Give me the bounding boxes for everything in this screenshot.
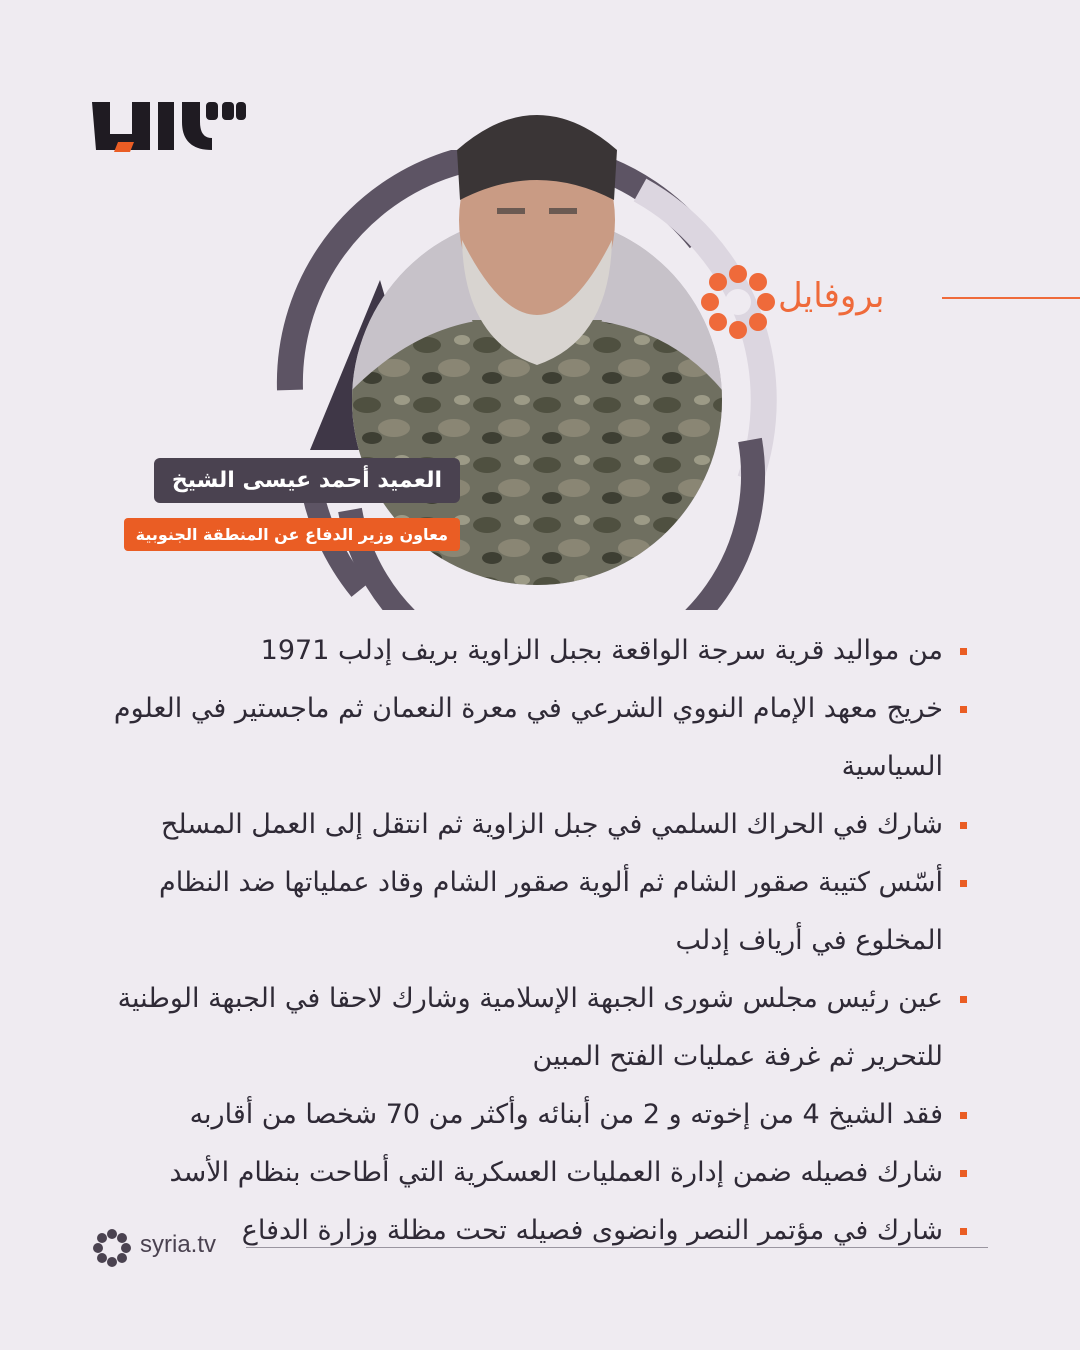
person-name: العميد أحمد عيسى الشيخ bbox=[154, 458, 460, 503]
bullet-icon bbox=[960, 996, 967, 1003]
person-title: معاون وزير الدفاع عن المنطقة الجنوبية bbox=[124, 518, 460, 551]
bio-item: فقد الشيخ 4 من إخوته و 2 من أبنائه وأكثر من 70 شخصا من أقاربه bbox=[105, 1086, 967, 1144]
bio-item: شارك في الحراك السلمي في جبل الزاوية ثم انتقل إلى العمل المسلح bbox=[105, 796, 967, 854]
bullet-icon bbox=[960, 822, 967, 829]
bullet-icon bbox=[960, 1170, 967, 1177]
bullet-icon bbox=[960, 706, 967, 713]
footer-emblem-icon bbox=[92, 1228, 132, 1268]
bio-item: من مواليد قرية سرجة الواقعة بجبل الزاوية بريف إدلب 1971 bbox=[105, 622, 967, 680]
bullet-icon bbox=[960, 648, 967, 655]
flower-emblem-icon bbox=[698, 262, 778, 342]
bio-item: خريج معهد الإمام النووي الشرعي في معرة النعمان ثم ماجستير في العلوم السياسية bbox=[105, 680, 967, 796]
bio-item: شارك في مؤتمر النصر وانضوى فصيله تحت مظلة وزارة الدفاع bbox=[105, 1202, 967, 1260]
footer-brand-name: syria.tv bbox=[140, 1231, 217, 1258]
bio-item: أسّس كتيبة صقور الشام ثم ألوية صقور الشام وقاد عملياتها ضد النظام المخلوع في أرياف إدلب bbox=[105, 854, 967, 970]
footer-divider bbox=[246, 1247, 988, 1248]
bio-list bbox=[105, 622, 967, 1260]
bio-item: عين رئيس مجلس شورى الجبهة الإسلامية وشارك لاحقا في الجبهة الوطنية للتحرير ثم غرفة عمليات الفتح المبين bbox=[105, 970, 967, 1086]
brand-logo bbox=[88, 98, 248, 158]
bullet-icon bbox=[960, 1112, 967, 1119]
bullet-icon bbox=[960, 1228, 967, 1235]
bio-item: شارك فصيله ضمن إدارة العمليات العسكرية التي أطاحت بنظام الأسد bbox=[105, 1144, 967, 1202]
portrait-photo bbox=[352, 90, 722, 588]
section-divider bbox=[942, 297, 1080, 299]
profile-section-tag bbox=[690, 262, 1080, 342]
bullet-icon bbox=[960, 880, 967, 887]
section-label: بروفايل bbox=[778, 276, 885, 316]
